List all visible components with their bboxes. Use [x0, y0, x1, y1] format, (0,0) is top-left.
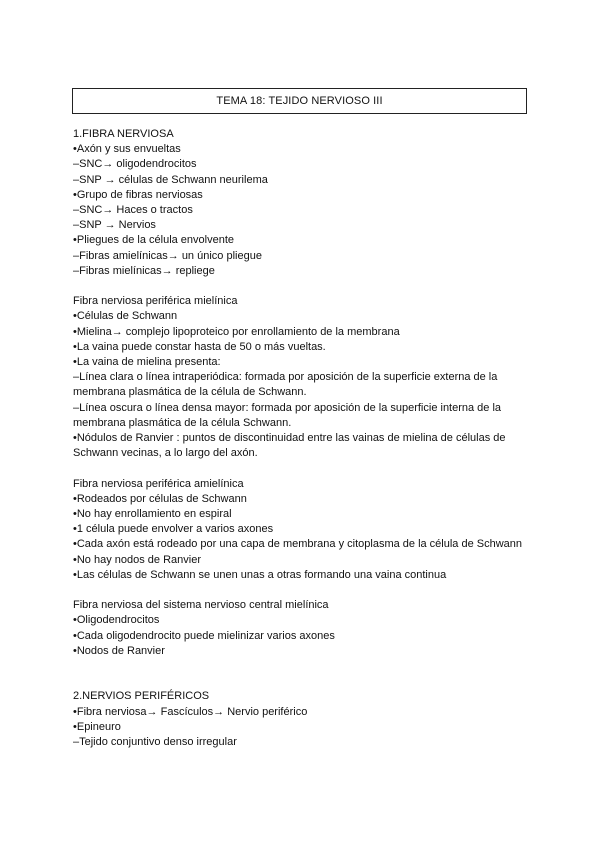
text-line: –SNC→ Haces o tractos — [73, 204, 193, 217]
section-heading: 2.NERVIOS PERIFÉRICOS — [73, 690, 210, 703]
text-line: •Cada oligodendrocito puede mielinizar varios axones — [73, 629, 335, 642]
text-line: •Mielina→ complejo lipoproteico por enrollamiento de la membrana — [73, 325, 400, 338]
section-fibra-nerviosa — [73, 127, 533, 279]
document-body — [73, 127, 533, 750]
paragraph-gap — [73, 279, 533, 294]
text-line: •No hay enrollamiento en espiral — [73, 508, 232, 521]
text-line: •No hay nodos de Ranvier — [73, 553, 201, 566]
text-line: •La vaina de mielina presenta: — [73, 356, 221, 369]
paragraph-gap — [73, 583, 533, 598]
text-line: •Nodos de Ranvier — [73, 644, 165, 657]
text-line: •1 célula puede envolver a varios axones — [73, 523, 274, 536]
text-line: –Fibras amielínicas→ un único pliegue — [73, 249, 262, 262]
text-line: •Rodeados por células de Schwann — [73, 492, 247, 505]
text-line: •Nódulos de Ranvier : puntos de discontinuidad entre las vainas de mielina de células de — [73, 432, 506, 445]
document-title-box — [72, 88, 527, 114]
text-line: –Fibras mielínicas→ repliege — [73, 264, 215, 277]
text-line: –Tejido conjuntivo denso irregular — [73, 736, 237, 749]
text-line: •Cada axón está rodeado por una capa de membrana y citoplasma de la célula de Schwann — [73, 538, 523, 551]
text-line: membrana plasmática de la célula Schwann. — [73, 416, 292, 429]
text-line: •Células de Schwann — [73, 310, 178, 323]
text-line: Schwann vecinas, a lo largo del axón. — [73, 447, 258, 460]
paragraph-gap — [73, 461, 533, 476]
text-line: –Línea oscura o línea densa mayor: formada por aposición de la superficie interna de la — [73, 401, 502, 414]
text-line: •Axón y sus envueltas — [73, 143, 181, 156]
document-title: TEMA 18: TEJIDO NERVIOSO III — [216, 95, 383, 107]
text-line: –Línea clara o línea intraperiódica: formada por aposición de la superficie externa de la — [73, 371, 498, 384]
text-line: •Oligodendrocitos — [73, 614, 160, 627]
text-line: •Epineuro — [73, 720, 121, 733]
section-heading: Fibra nerviosa del sistema nervioso central mielínica — [73, 599, 329, 612]
text-line: –SNC→ oligodendrocitos — [73, 158, 197, 171]
section-heading: Fibra nerviosa periférica amielínica — [73, 477, 244, 490]
text-line: membrana plasmática de la célula de Schwann. — [73, 386, 307, 399]
section-heading: Fibra nerviosa periférica mielínica — [73, 295, 238, 308]
section-nervios-perifericos — [73, 689, 533, 750]
text-line: •Fibra nerviosa→ Fascículos→ Nervio periférico — [73, 705, 308, 718]
text-line: •Grupo de fibras nerviosas — [73, 188, 203, 201]
section-fibra-snc-mielinica — [73, 598, 533, 659]
text-line: –SNP → células de Schwann neurilema — [73, 173, 268, 186]
section-fibra-periferica-amielinica — [73, 477, 533, 583]
text-line: •Pliegues de la célula envolvente — [73, 234, 235, 247]
section-heading: 1.FIBRA NERVIOSA — [73, 128, 174, 140]
text-line: –SNP → Nervios — [73, 219, 156, 232]
section-fibra-periferica-mielinica — [73, 294, 533, 461]
text-line: •Las células de Schwann se unen unas a otras formando una vaina continua — [73, 568, 447, 581]
paragraph-gap — [73, 659, 533, 689]
text-line: •La vaina puede constar hasta de 50 o más vueltas. — [73, 340, 326, 353]
